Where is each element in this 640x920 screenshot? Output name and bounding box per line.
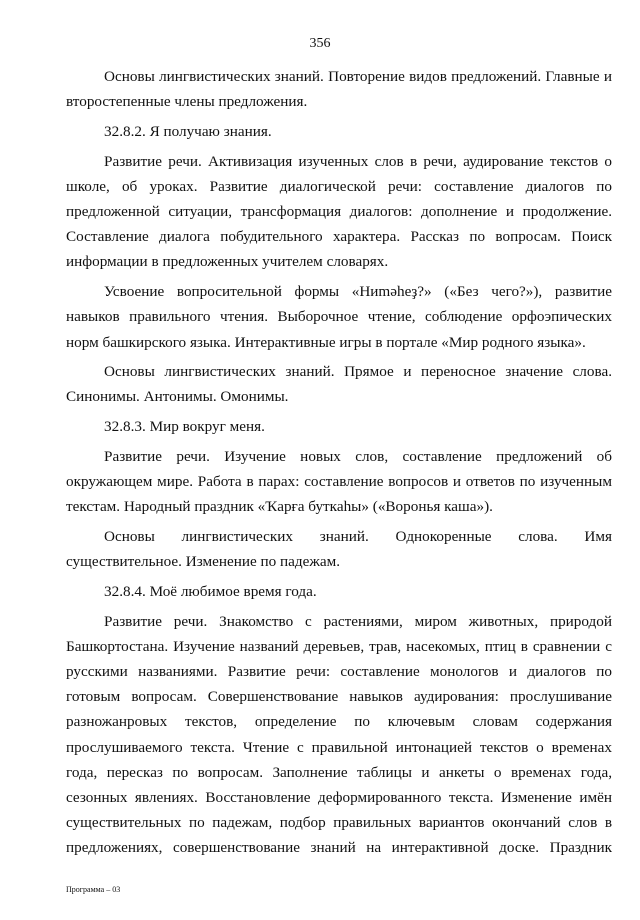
section-heading-32-8-3: 32.8.3. Мир вокруг меня.	[104, 418, 265, 436]
paragraph-speech-development-world: Развитие речи. Изучение новых слов, составление предложений об окружающем мире. Работа в парах: составление вопросов и ответов по изученным текстам. Народный праздник «Ҡарға буткаһы» («Воронья каша»).	[66, 447, 612, 516]
section-heading-32-8-4: 32.8.4. Моё любимое время года.	[104, 582, 317, 600]
paragraph-linguistics-synonyms: Основы лингвистических знаний. Прямое и переносное значение слова. Синонимы. Антонимы. Омонимы.	[66, 363, 612, 406]
paragraph-speech-development-seasons: Развитие речи. Знакомство с растениями, миром животных, природой Башкортостана. Изучение названий деревьев, трав, насекомых, птиц в сравнении с русскими названиями. Развитие речи: составление монологов и диалогов по готовым вопросам. Совершенствование навыков аудирования: прослушивание разножанровых текстов, определение по ключевым словам содержания прослушиваемого текста. Чтение с правильной интонацией текстов о временах года, пересказ по вопросам. Заполнение таблицы и анкеты о временах года, сезонных явлениях. Восстановление деформированного текста. Изменение имён существительных по падежам, подбор правильных вариантов окончаний слов в предложениях, совершенствование знаний на интерактивной доске. Праздник	[66, 612, 612, 857]
section-heading-32-8-2: 32.8.2. Я получаю знания.	[104, 122, 272, 140]
page-footer: Программа – 03	[66, 885, 121, 894]
page-number: 356	[309, 36, 331, 51]
paragraph-linguistics-nouns: Основы лингвистических знаний. Однокоренные слова. Имя существительное. Изменение по падежам.	[66, 527, 612, 571]
document-body	[66, 64, 612, 865]
paragraph-question-form: Усвоение вопросительной формы «Ниmәһеҙ?» («Без чего?»), развитие навыков правильного чтения. Выборочное чтение, соблюдение орфоэпических норм башкирского языка. Интерактивные игры в портале «Мир родного языка».	[66, 283, 612, 351]
paragraph-linguistics-sentences: Основы лингвистических знаний. Повторение видов предложений. Главные и второстепенные члены предложения.	[66, 68, 612, 111]
paragraph-speech-development-school: Развитие речи. Активизация изученных слов в речи, аудирование текстов о школе, об уроках. Развитие диалогической речи: составление диалогов по предложенной ситуации, трансформация диалогов: дополнение и продолжение. Составление диалога побудительного характера. Рассказ по вопросам. Поиск информации в предложенных учителем словарях.	[66, 152, 612, 271]
